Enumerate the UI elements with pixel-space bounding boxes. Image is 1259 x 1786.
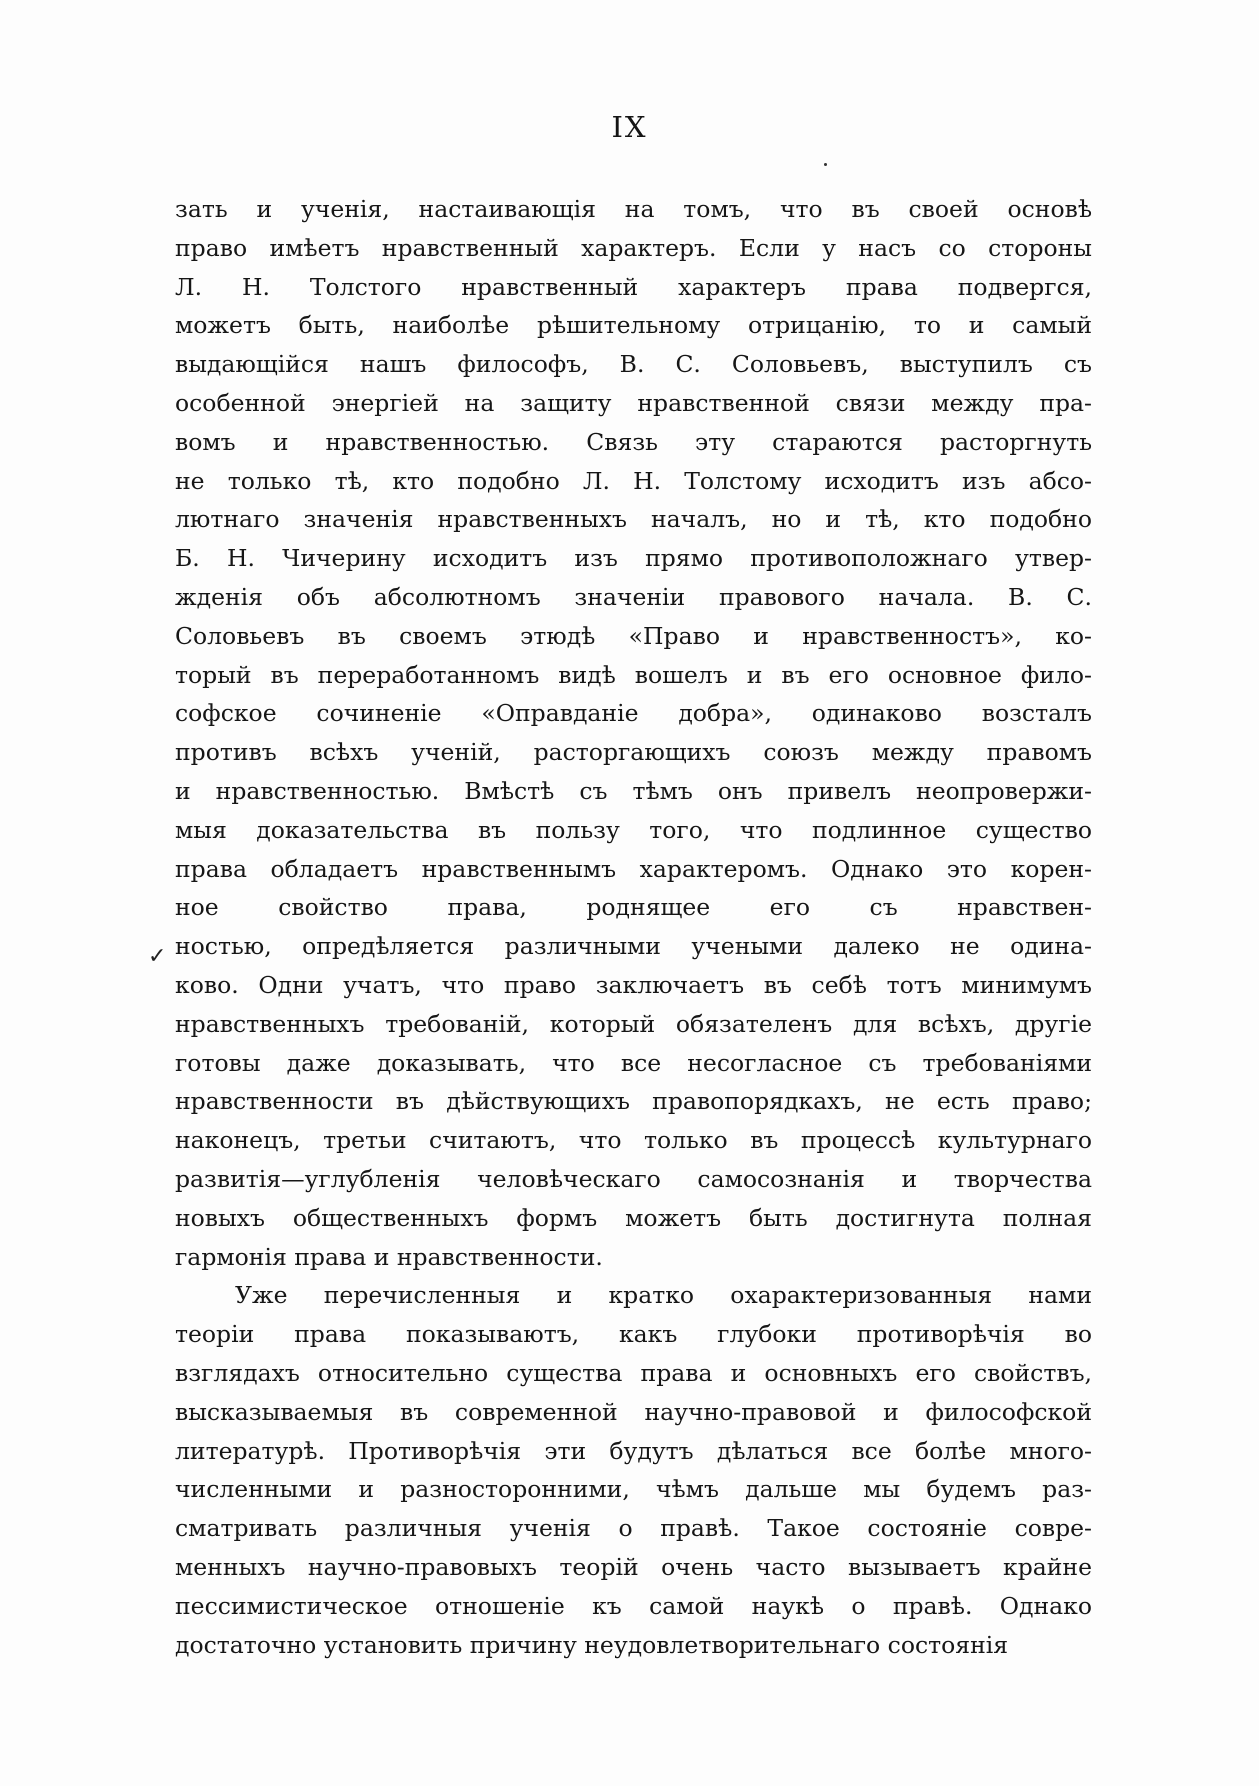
text-line: численными и разносторонними, чѣмъ дальше мы будемъ раз- [175,1475,1092,1504]
text-line: право имѣетъ нравственный характеръ. Если у насъ со стороны [175,233,1092,262]
text-line: пессимистическое отношеніе къ самой наукѣ о правѣ. Однако [175,1591,1092,1620]
text-line: высказываемыя въ современной научно-правовой и философской [175,1397,1092,1426]
text-line: софское сочиненіе «Оправданіе добра», одинаково возсталъ [175,699,1092,728]
text-line: наконецъ, третьи считаютъ, что только въ процессѣ культурнаго [175,1126,1092,1155]
text-line: достаточно установить причину неудовлетворительнаго состоянія [175,1630,1009,1659]
text-line: лютнаго значенія нравственныхъ началъ, но и тѣ, кто подобно [175,505,1092,534]
text-line: Соловьевъ въ своемъ этюдѣ «Право и нравственностъ», ко- [175,621,1092,650]
text-line: развитія—углубленія человѣческаго самосознанія и творчества [175,1165,1092,1193]
text-line: менныхъ научно-правовыхъ теорій очень часто вызываетъ крайне [175,1553,1092,1581]
text-line: права обладаетъ нравственнымъ характеромъ. Однако это корен- [175,854,1092,883]
text-line: ное свойство права, роднящее его съ нравствен- [175,893,1092,922]
text-line: гармонія права и нравственности. [175,1242,603,1271]
text-line: торый въ переработанномъ видѣ вошелъ и въ его основное фило- [175,660,1092,689]
text-line: литературѣ. Противорѣчія эти будутъ дѣлаться все болѣе много- [175,1436,1092,1465]
text-line: новыхъ общественныхъ формъ можетъ быть достигнута полная [175,1203,1092,1232]
text-line: особенной энергіей на защиту нравственной связи между пра- [175,389,1092,417]
text-line: и нравственностью. Вмѣстѣ съ тѣмъ онъ привелъ неопровержи- [175,777,1092,805]
text-line: Уже перечисленныя и кратко охарактеризованныя нами [235,1281,1092,1310]
text-line: зать и ученія, настаивающія на томъ, что въ своей основѣ [175,195,1092,223]
text-line: жденія объ абсолютномъ значеніи правового начала. В. С. [175,583,1092,611]
text-line: вомъ и нравственностью. Связь эту стараются расторгнуть [175,427,1092,456]
text-line: выдающійся нашъ философъ, В. С. Соловьевъ, выступилъ съ [175,350,1092,379]
text-line: сматривать различныя ученія о правѣ. Такое состояніе совре- [175,1514,1092,1543]
text-line: ково. Одни учатъ, что право заключаетъ въ себѣ тотъ минимумъ [175,971,1092,999]
text-line: можетъ быть, наиболѣе рѣшительному отрицанію, то и самый [175,311,1092,340]
text-line: мыя доказательства въ пользу того, что подлинное существо [175,815,1092,844]
text-line: Б. Н. Чичерину исходитъ изъ прямо противоположнаго утвер- [175,544,1092,573]
margin-check-mark: ✓ [148,944,167,969]
text-line: ностью, опредѣляется различными учеными далеко не одина- [175,932,1092,961]
text-line: теоріи права показываютъ, какъ глубоки противорѣчія во [175,1320,1092,1349]
text-line: нравственныхъ требованій, который обязателенъ для всѣхъ, другіе [175,1009,1092,1038]
text-line: Л. Н. Толстого нравственный характеръ права подвергся, [175,272,1092,301]
page-number: IX [611,110,648,144]
text-line: противъ всѣхъ ученій, расторгающихъ союзъ между правомъ [175,738,1092,767]
text-line: не только тѣ, кто подобно Л. Н. Толстому исходитъ изъ абсо- [175,466,1092,495]
text-line: готовы даже доказывать, что все несогласное съ требованіями [175,1048,1092,1077]
text-line: нравственности въ дѣйствующихъ правопорядкахъ, не есть право; [175,1087,1092,1116]
text-line: взглядахъ относительно существа права и основныхъ его свойствъ, [175,1359,1092,1387]
